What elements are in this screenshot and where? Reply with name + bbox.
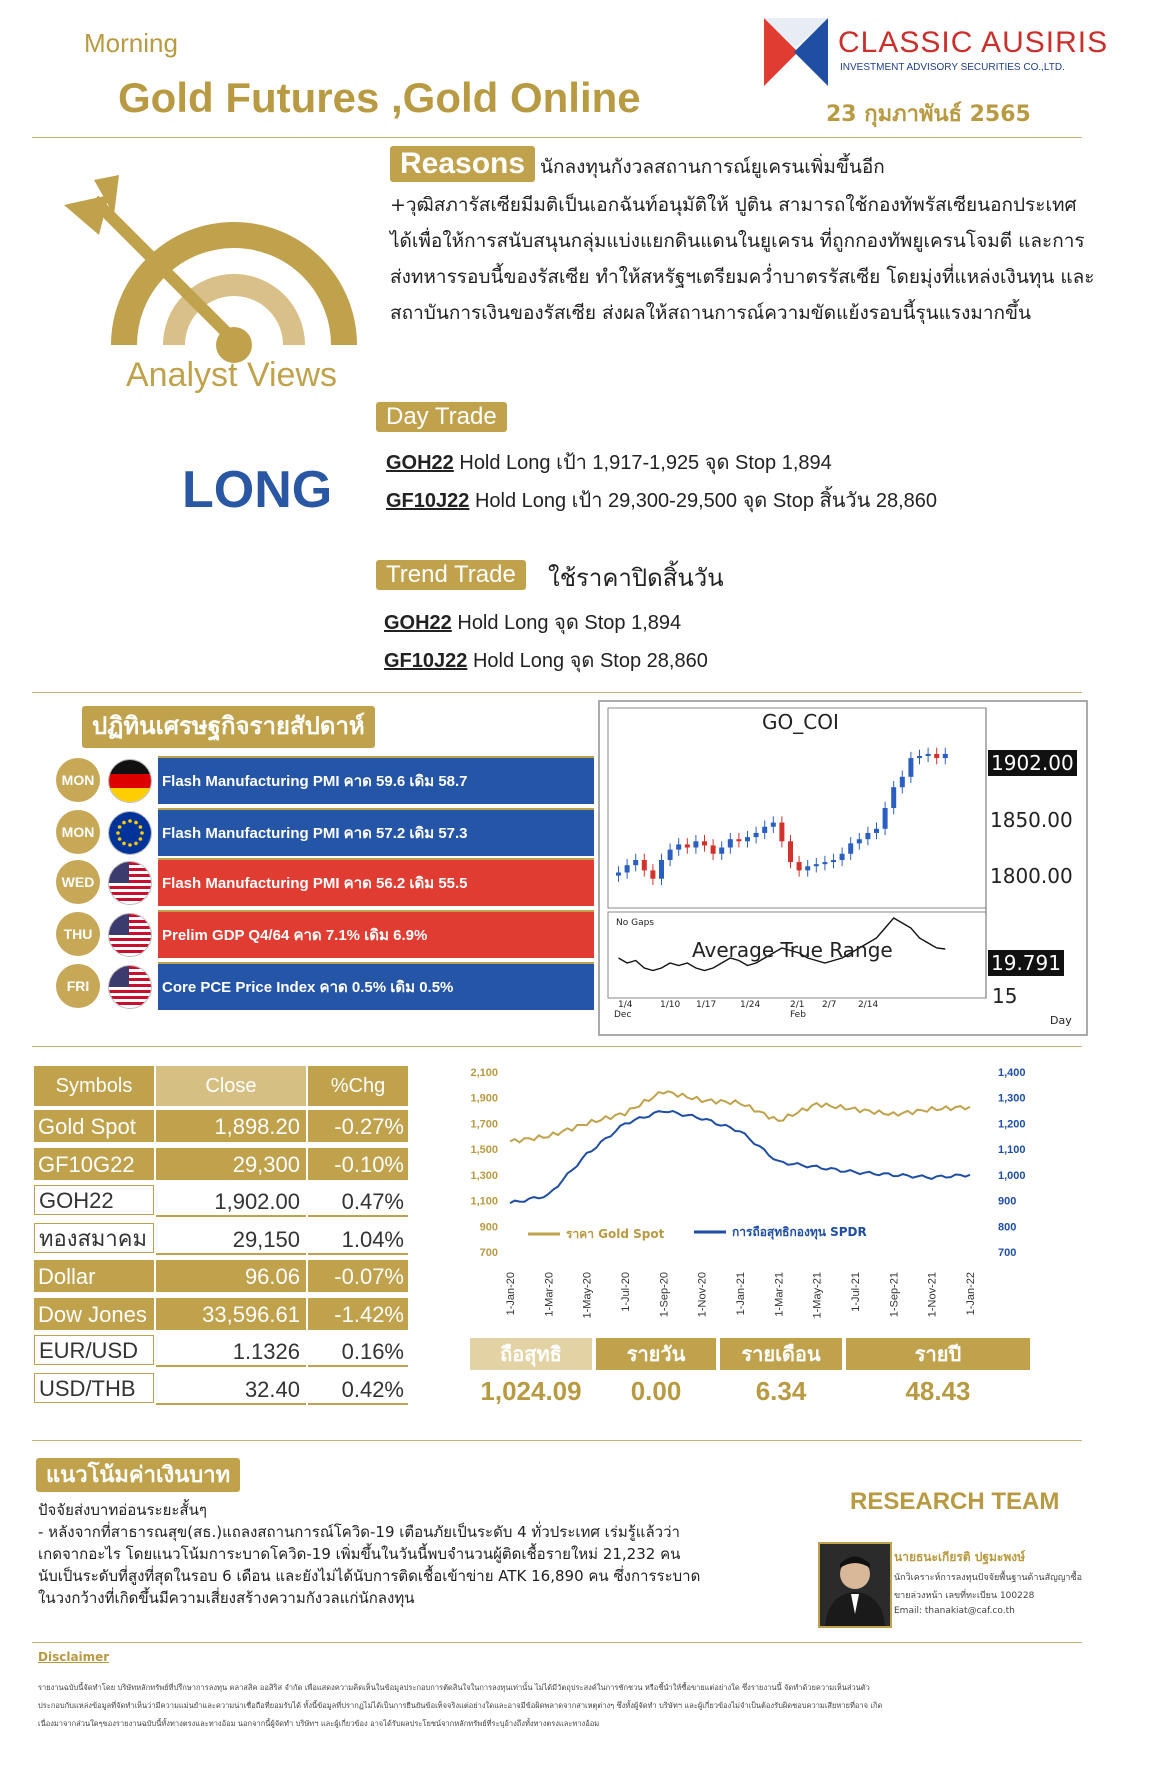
candle	[831, 860, 836, 862]
candle	[728, 839, 733, 847]
day-trade-detail: Hold Long เป้า 29,300-29,500 จุด Stop สิ้นวัน 28,860	[469, 490, 938, 512]
x-tick: 1-May-20	[581, 1272, 594, 1319]
spdr-header: รายเดือน	[720, 1338, 842, 1370]
event-bar: Flash Manufacturing PMI คาด 59.6 เดิม 58.7	[158, 756, 594, 804]
symbol-cell: ทองสมาคม	[34, 1223, 154, 1253]
baht-badge: แนวโน้มค่าเงินบาท	[36, 1458, 240, 1492]
y-right-tick: 1,400	[998, 1067, 1026, 1079]
close-cell: 33,596.61	[156, 1298, 306, 1330]
legend-spdr: การถือสุทธิกองทุน SPDR	[732, 1225, 867, 1239]
candle	[934, 754, 939, 758]
baht-line: ปัจจัยส่งบาทอ่อนระยะสั้นๆ	[38, 1501, 207, 1519]
candle	[874, 829, 879, 833]
close-cell: 96.06	[156, 1260, 306, 1292]
reasons-badge: Reasons	[390, 146, 535, 182]
chg-cell: -0.10%	[308, 1148, 408, 1180]
disclaimer-line: ประกอบกับแหล่งข้อมูลที่จัดทำเห็นว่ามีความแม่นยำและความน่าเชื่อถือที่ยอมรับได้ ทั้งนี้ข้อมูลที่ปรากฏไม่ได้เป็นการยืนยันข้อเท็จจริงแต่อย่างใดและอาจมีข้อผิดพลาดจากสาเหตุต่างๆ ซึ่งทั้งผู้จัดทำ บริษัทฯ และผู้เกี่ยวข้องไม่จำเป็นต้องรับผิดชอบความเสียหายที่อาจ เกิด	[38, 1701, 883, 1710]
day-trade-symbol: GOH22	[386, 452, 454, 474]
day-trade-symbol: GF10J22	[386, 490, 470, 512]
x-tick: 1-Sep-20	[658, 1272, 671, 1318]
trend-trade-symbol: GF10J22	[384, 650, 468, 672]
candle	[891, 787, 896, 808]
trend-trade-detail: Hold Long จุด Stop 28,860	[467, 650, 708, 672]
atr-value: 19.791	[988, 950, 1064, 976]
axis-unit-label: Day	[1050, 1014, 1072, 1027]
reasons-line: +วุฒิสภารัสเซียมีมติเป็นเอกฉันท์อนุมัติให้ ปูติน สามารถใช้กองทัพรัสเซียนอกประเทศ	[390, 194, 1077, 216]
x-tick: 1-Jan-22	[965, 1272, 977, 1316]
baht-line: เกดจากอะไร โดยแนวโน้มการะบาดโควิด-19 เพิ่มขึ้นในวันนี้พบจำนวนผู้ติดเชื้อรายใหม่ 21,232 คน	[38, 1545, 681, 1563]
disclaimer-title: Disclaimer	[38, 1650, 110, 1664]
germany-flag	[108, 759, 152, 803]
header-close: Close	[156, 1066, 306, 1106]
table-row	[34, 1148, 408, 1180]
y-right-tick: 1,300	[998, 1092, 1026, 1105]
atr-tick: 15	[992, 984, 1018, 1008]
candle	[788, 841, 793, 862]
candle	[650, 870, 655, 878]
price-tick: 1850.00	[990, 808, 1073, 832]
y-right-tick: 900	[998, 1195, 1017, 1208]
target-arrow-icon	[64, 175, 364, 365]
disclaimer-line: เนื่องมาจากส่วนใดๆของรายงานฉบับนี้ทั้งทางตรงและทางอ้อม นอกจากนี้ผู้จัดทำ บริษัทฯ และผู้เกี่ยวข้อง อาจได้รับผลประโยชน์จากหลักทรัพย์ที่ระบุอ้างถึงทั้งทางตรงและทางอ้อม	[38, 1719, 600, 1728]
day-trade-detail: Hold Long เป้า 1,917-1,925 จุด Stop 1,894	[453, 452, 832, 474]
reasons-line: สถาบันการเงินของรัสเซีย ส่งผลให้สถานการณ์ความขัดแย้งรอบนี้รุนแรงมากขึ้น	[390, 302, 1032, 324]
date-tick: 2/1	[790, 1000, 805, 1010]
spdr-header: รายวัน	[596, 1338, 716, 1370]
company-logo	[764, 18, 828, 86]
date-tick: 2/7	[822, 1000, 837, 1010]
candle	[840, 854, 845, 860]
chg-cell: -0.27%	[308, 1110, 408, 1142]
analyst-avatar	[818, 1542, 892, 1628]
y-left-tick: 2,100	[470, 1067, 498, 1079]
company-subtitle: INVESTMENT ADVISORY SECURITIES CO.,LTD.	[840, 62, 1065, 73]
disclaimer-line: รายงานฉบับนี้จัดทำโดย บริษัทหลักทรัพย์ที่ปรึกษาการลงทุน คลาสสิค ออสิริส จำกัด เพื่อแสดงความคิดเห็นในข้อมูลประกอบการตัดสินใจในการลงทุนเท่านั้น ไม่ได้มีวัตถุประสงค์ในการชักชวน หรือชี้นำให้ซื้อขายแต่อย่างใด ซึ่งรายงานนี้ จัดทำด้วยความเห็นส่วนตัว	[38, 1683, 870, 1692]
trend-trade-row	[384, 644, 708, 676]
chg-cell: 0.42%	[308, 1373, 408, 1405]
candle	[642, 860, 647, 870]
y-left-tick: 1,500	[470, 1144, 498, 1157]
candlestick-chart	[598, 700, 1088, 1036]
position-label: LONG	[182, 461, 333, 519]
date-tick: 1/4	[618, 1000, 633, 1010]
usa-flag	[108, 913, 152, 957]
header-chg: %Chg	[308, 1066, 408, 1106]
analyst-name: นายธนะเกียรติ ปฐมะพงษ์	[894, 1550, 1026, 1564]
analyst-email: Email: thanakiat@caf.co.th	[894, 1606, 1015, 1616]
trend-trade-note: ใช้ราคาปิดสิ้นวัน	[548, 564, 724, 592]
table-row	[34, 1373, 408, 1405]
table-row	[34, 1223, 408, 1255]
session-label: Morning	[84, 28, 178, 58]
spdr-value: 1,024.09	[480, 1376, 582, 1406]
candle-chart-title: GO_COI	[762, 710, 839, 734]
candle	[814, 864, 819, 866]
reasons-line: ส่งทหารรอบนี้ของรัสเซีย ทำให้สหรัฐฯเตรียมคว่ำบาตรรัสเซีย โดยมุ่งที่แหล่งเงินทุน และ	[390, 266, 1095, 288]
symbol-cell: USD/THB	[34, 1373, 154, 1403]
candle	[762, 827, 767, 833]
candle	[943, 754, 948, 758]
candle	[865, 833, 870, 839]
candle	[805, 866, 810, 870]
y-right-tick: 800	[998, 1221, 1017, 1234]
symbol-cell: GOH22	[34, 1185, 154, 1215]
chg-cell: -1.42%	[308, 1298, 408, 1330]
symbol-cell: GF10G22	[34, 1148, 154, 1180]
table-header	[34, 1066, 408, 1106]
close-cell: 32.40	[156, 1373, 306, 1405]
no-gaps-label: No Gaps	[616, 918, 654, 928]
spdr-value: 48.43	[905, 1376, 971, 1406]
candle	[702, 841, 707, 845]
event-bar: Core PCE Price Index คาด 0.5% เดิม 0.5%	[158, 962, 594, 1010]
analyst-detail: นักวิเคราะห์การลงทุนปัจจัยพื้นฐานด้านสัญญาซื้อ	[894, 1573, 1082, 1583]
candle	[908, 758, 913, 777]
y-left-tick: 1,100	[470, 1195, 498, 1208]
candle	[848, 843, 853, 853]
header-symbols: Symbols	[34, 1066, 154, 1106]
page-title: Gold Futures ,Gold Online	[118, 74, 641, 121]
day-trade-badge: Day Trade	[376, 402, 507, 432]
analyst-views-label: Analyst Views	[126, 356, 338, 394]
spdr-header: ถือสุทธิ	[470, 1338, 592, 1370]
day-badge: WED	[56, 860, 100, 904]
table-row	[34, 1298, 408, 1330]
company-name: CLASSIC AUSIRIS	[838, 26, 1109, 59]
candle	[926, 754, 931, 756]
symbol-cell: Dollar	[34, 1260, 154, 1292]
x-tick: 1-Jul-21	[850, 1272, 862, 1312]
table-row	[34, 1260, 408, 1292]
chg-cell: 0.16%	[308, 1335, 408, 1367]
eu-flag	[108, 811, 152, 855]
candle	[668, 850, 673, 860]
x-tick: 1-Mar-20	[543, 1272, 556, 1317]
x-tick: 1-Jan-20	[505, 1272, 517, 1316]
symbol-cell: Dow Jones	[34, 1298, 154, 1330]
day-badge: THU	[56, 912, 100, 956]
chg-cell: 1.04%	[308, 1223, 408, 1255]
day-badge: FRI	[56, 964, 100, 1008]
legend-gold: ราคา Gold Spot	[566, 1227, 665, 1241]
y-left-tick: 1,300	[470, 1169, 498, 1182]
event-bar: Prelim GDP Q4/64 คาด 7.1% เดิม 6.9%	[158, 910, 594, 958]
day-badge: MON	[56, 810, 100, 854]
candle	[779, 823, 784, 842]
candle	[857, 839, 862, 843]
candle	[822, 862, 827, 864]
candle	[685, 844, 690, 847]
day-trade-row	[386, 484, 937, 516]
x-tick: 1-Sep-21	[888, 1272, 901, 1318]
candle	[693, 841, 698, 847]
candle	[745, 837, 750, 841]
candle	[633, 860, 638, 865]
candle	[900, 777, 905, 787]
candle	[754, 833, 759, 837]
x-tick: 1-Mar-21	[773, 1272, 786, 1317]
trend-trade-symbol: GOH22	[384, 612, 452, 634]
candle	[797, 862, 802, 870]
current-price-label: 1902.00	[988, 750, 1077, 776]
trend-trade-row	[384, 606, 681, 638]
trend-trade-badge: Trend Trade	[376, 560, 526, 590]
x-tick: 1-Nov-20	[696, 1272, 709, 1318]
spdr-header: รายปี	[846, 1338, 1030, 1370]
usa-flag	[108, 965, 152, 1009]
candle	[719, 848, 724, 854]
y-left-tick: 900	[479, 1221, 498, 1234]
trend-trade-detail: Hold Long จุด Stop 1,894	[451, 612, 682, 634]
event-bar: Flash Manufacturing PMI คาด 56.2 เดิม 55.5	[158, 858, 594, 906]
table-row	[34, 1185, 408, 1217]
month-tick: Feb	[790, 1010, 806, 1020]
x-tick: 1-Nov-21	[926, 1272, 939, 1318]
y-left-tick: 700	[479, 1247, 498, 1259]
close-cell: 1.1326	[156, 1335, 306, 1367]
spdr-value: 6.34	[755, 1376, 807, 1406]
close-cell: 29,150	[156, 1223, 306, 1255]
baht-line: - หลังจากที่สาธารณสุข(สธ.)แถลงสถานการณ์โควิด-19 เตือนภัยเป็นระดับ 4 ทั่วประเทศ เร่มรู้แล้วว่า	[38, 1523, 680, 1541]
date-tick: 1/17	[696, 1000, 717, 1010]
price-tick: 1800.00	[990, 864, 1073, 888]
symbol-cell: Gold Spot	[34, 1110, 154, 1142]
candle	[771, 823, 776, 827]
spdr-value: 0.00	[630, 1376, 682, 1406]
candle	[659, 860, 664, 879]
candle	[883, 808, 888, 829]
close-cell: 29,300	[156, 1148, 306, 1180]
chg-cell: -0.07%	[308, 1260, 408, 1292]
candle	[917, 756, 922, 758]
y-right-tick: 1,100	[998, 1144, 1026, 1157]
day-badge: MON	[56, 758, 100, 802]
calendar-title: ปฏิทินเศรษฐกิจรายสัปดาห์	[82, 706, 375, 748]
gold-spdr-chart	[450, 1060, 1060, 1330]
close-cell: 1,902.00	[156, 1185, 306, 1217]
candle	[616, 872, 621, 875]
x-tick: 1-Jul-20	[620, 1272, 632, 1312]
table-row	[34, 1335, 408, 1367]
y-right-tick: 1,000	[998, 1169, 1026, 1182]
x-tick: 1-May-21	[811, 1272, 824, 1319]
series-line	[510, 1091, 970, 1142]
date-tick: 2/14	[858, 1000, 879, 1010]
symbol-cell: EUR/USD	[34, 1335, 154, 1365]
x-tick: 1-Jan-21	[735, 1272, 747, 1316]
close-cell: 1,898.20	[156, 1110, 306, 1142]
atr-title: Average True Range	[692, 938, 893, 962]
reasons-line: ได้เพื่อให้การสนับสนุนกลุ่มแบ่งแยกดินแดนในยูเครน ที่ถูกกองทัพยูเครนโจมตี และการ	[390, 230, 1085, 252]
y-left-tick: 1,700	[470, 1118, 498, 1131]
analyst-detail: ขายล่วงหน้า เลขที่ทะเบียน 100228	[894, 1591, 1035, 1601]
candle	[711, 845, 716, 853]
y-right-tick: 1,200	[998, 1118, 1026, 1131]
y-right-tick: 700	[998, 1247, 1017, 1259]
event-bar: Flash Manufacturing PMI คาด 57.2 เดิม 57.3	[158, 808, 594, 856]
table-row	[34, 1110, 408, 1142]
chg-cell: 0.47%	[308, 1185, 408, 1217]
date-tick: 1/10	[660, 1000, 681, 1010]
baht-line: ในวงกว้างที่เกิดขึ้นมีความเสี่ยงสร้างความกังวลแก่นักลงทุน	[38, 1589, 415, 1607]
research-team-title: RESEARCH TEAM	[850, 1488, 1060, 1515]
baht-line: นับเป็นระดับที่สูงที่สุดในรอบ 6 เดือน และยังไม่ได้นับการติดเชื้อเข้าข่าย ATK 16,890 คน ซึ่งการระบาด	[38, 1567, 701, 1585]
usa-flag	[108, 861, 152, 905]
candle	[736, 839, 741, 841]
report-date: 23 กุมภาพันธ์ 2565	[826, 102, 1031, 127]
date-tick: 1/24	[740, 1000, 761, 1010]
candle	[676, 844, 681, 849]
candle	[625, 865, 630, 872]
y-left-tick: 1,900	[470, 1092, 498, 1105]
month-tick: Dec	[614, 1010, 632, 1020]
reasons-line: นักลงทุนกังวลสถานการณ์ยูเครนเพิ่มขึ้นอีก	[540, 156, 885, 178]
day-trade-row	[386, 446, 832, 478]
